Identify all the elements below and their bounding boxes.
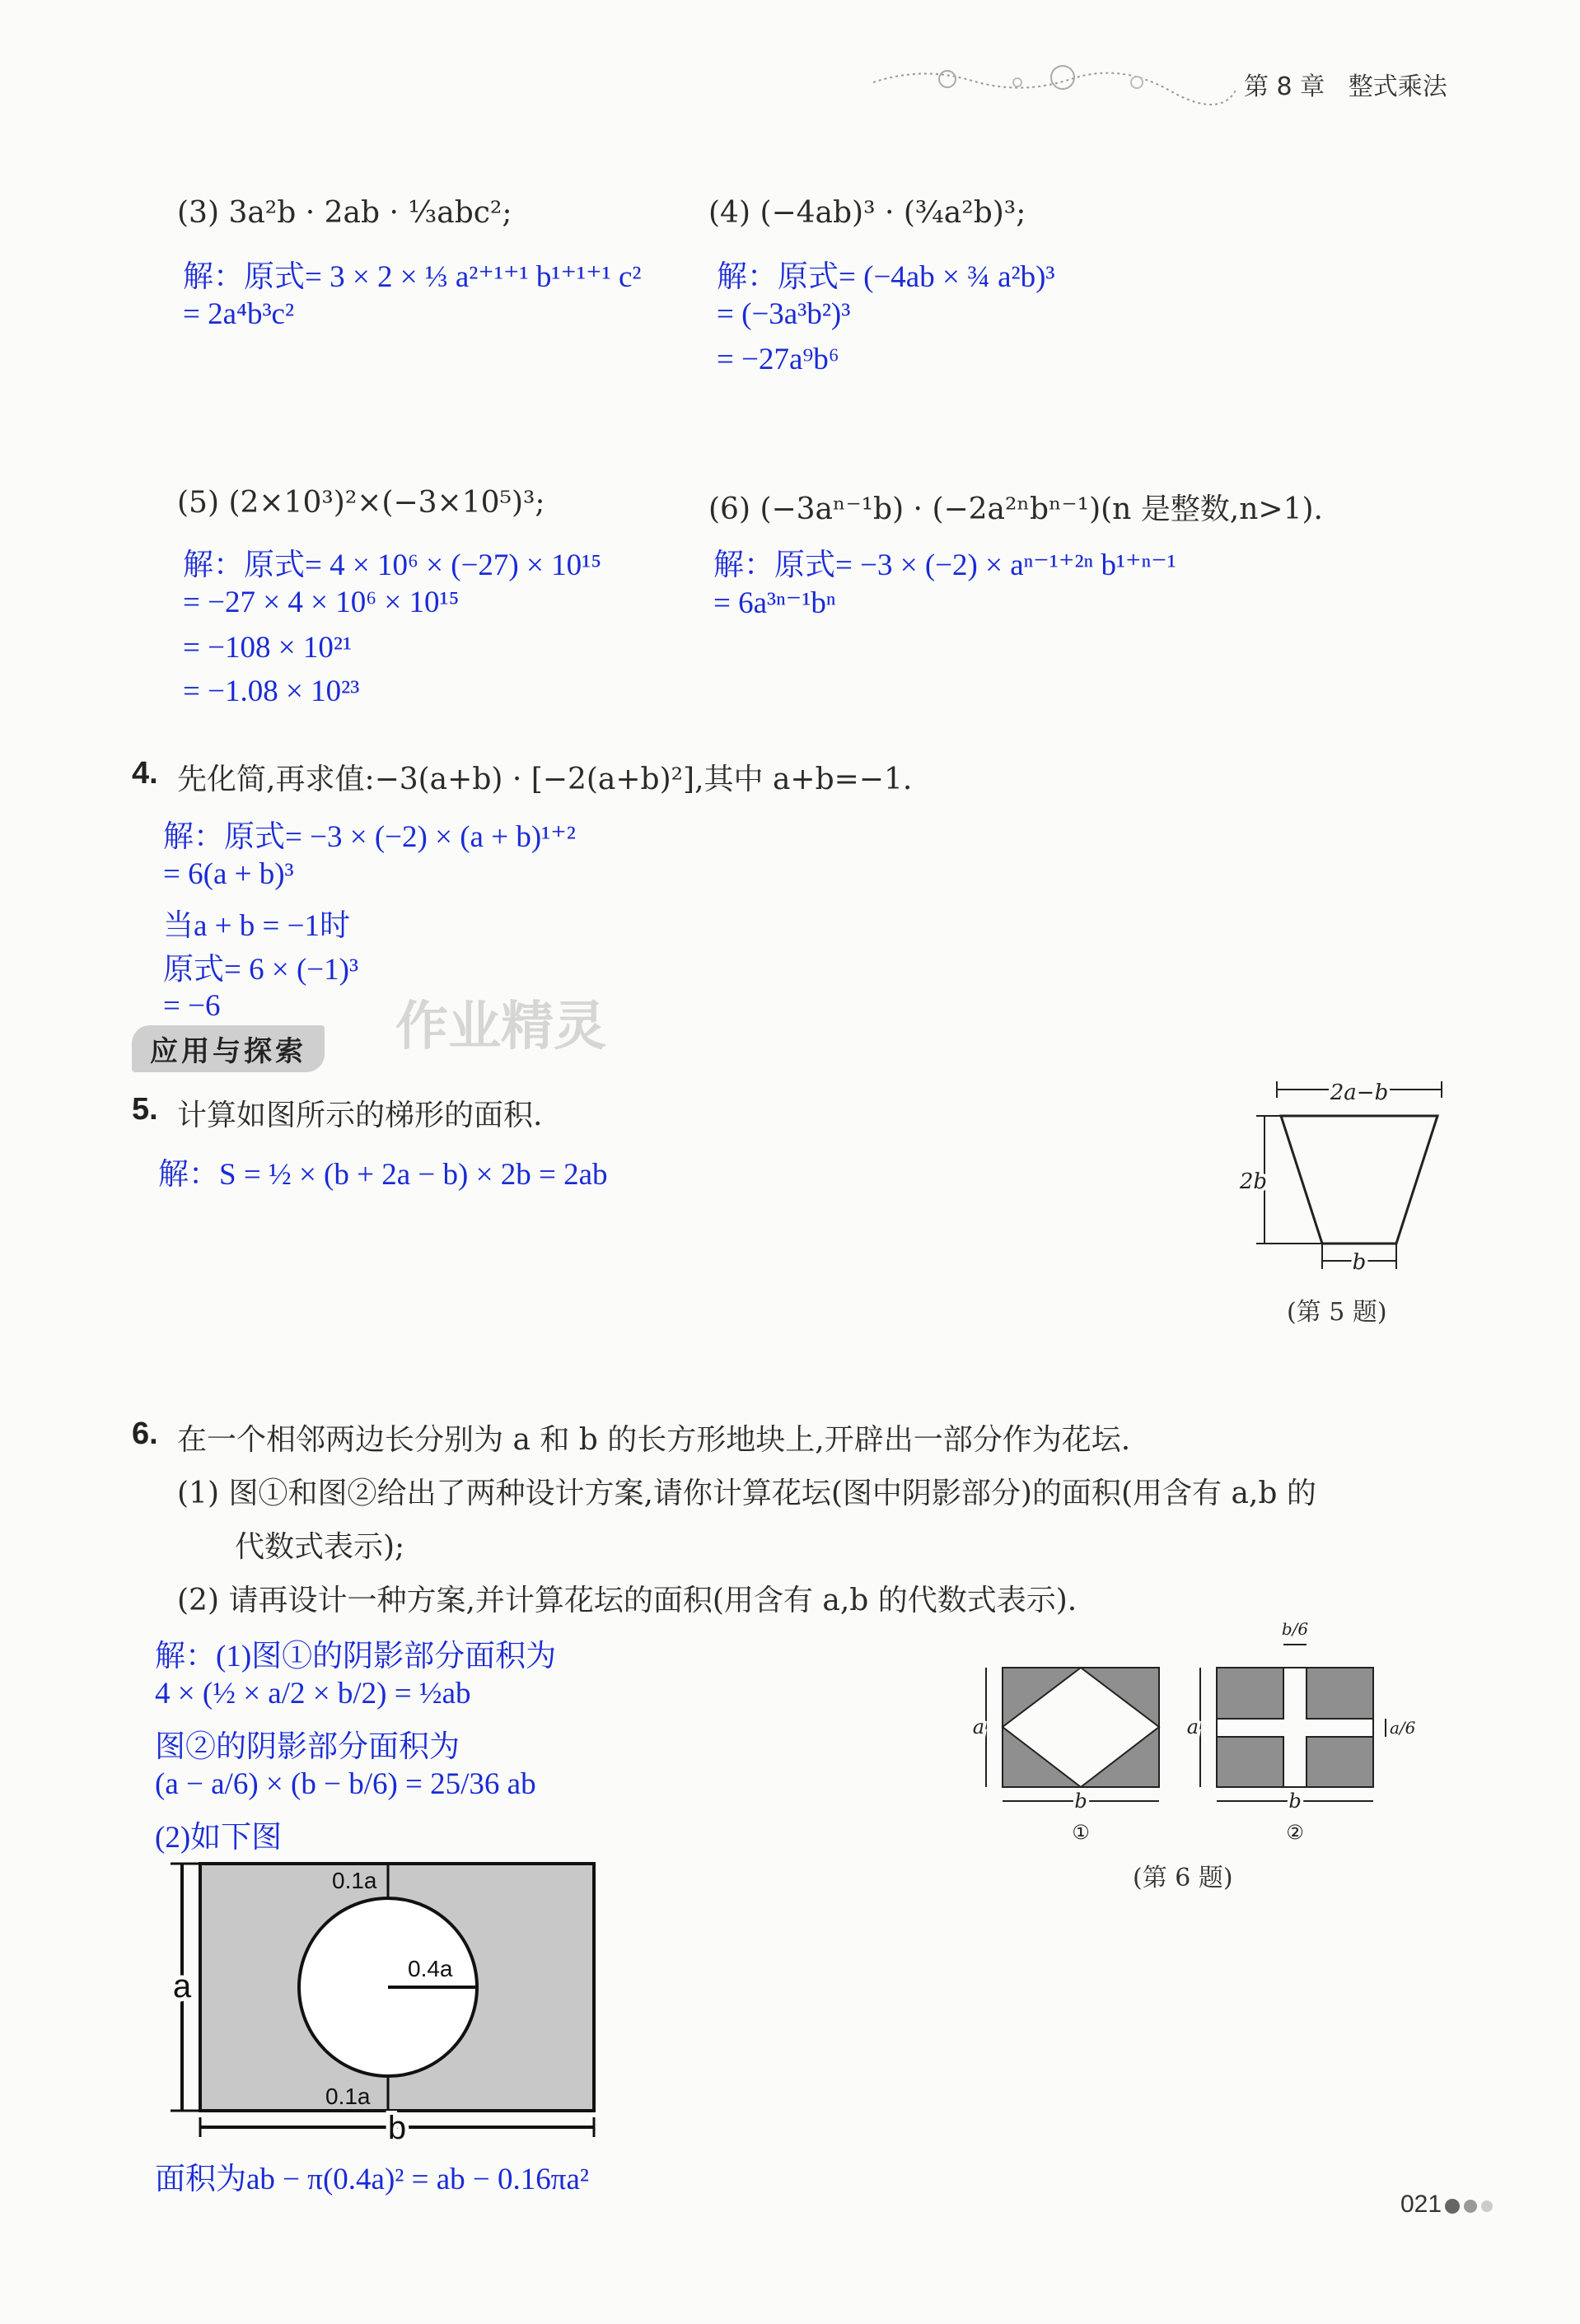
- solution-6-line4: (a − a/6) × (b − b/6) = 25/36 ab: [155, 1767, 536, 1801]
- trapezoid-figure: [1236, 1075, 1466, 1289]
- problem-6-q2: (2) 请再设计一种方案,并计算花坛的面积(用含有 a,b 的代数式表示).: [177, 1584, 1077, 1617]
- page-number: 021: [1400, 2191, 1442, 2218]
- problem-3-5: (5) (2×10³)²×(−3×10⁵)³;: [177, 486, 545, 520]
- chapter-title: 整式乘法: [1348, 72, 1447, 101]
- solution-4-line1: 解：原式= −3 × (−2) × (a + b)¹⁺²: [163, 820, 576, 854]
- chapter-number: 第 8 章: [1244, 72, 1325, 101]
- watermark: 作业精灵: [395, 996, 606, 1057]
- header-decoration: [873, 58, 1236, 107]
- chapter-header: [1244, 66, 1447, 102]
- problem-6-q1-line1: (1) 图①和图②给出了两种设计方案,请你计算花坛(图中阴影部分)的面积(用含有 a,b 的: [177, 1477, 1316, 1510]
- problem-4-text: 先化简,再求值:−3(a+b) · [−2(a+b)²],其中 a+b=−1.: [177, 763, 913, 796]
- figure-1-label: ①: [1072, 1821, 1090, 1844]
- top-gap-label: 0.1a: [332, 1868, 377, 1893]
- circle-design-drawing: [161, 1849, 605, 2141]
- trapezoid-bottom-label: b: [1352, 1250, 1367, 1275]
- solution-3-4-line1: 解：原式= (−4ab × ¾ a²b)³: [717, 260, 1055, 294]
- drawing-side-label: a: [172, 1968, 192, 2004]
- solution-5: 解：S = ½ × (b + 2a − b) × 2b = 2ab: [158, 1158, 608, 1192]
- solution-3-4-line3: = −27a⁹b⁶: [717, 343, 839, 376]
- figure-2-label: ②: [1286, 1821, 1304, 1844]
- solution-3-5-line3: = −108 × 10²¹: [183, 631, 353, 665]
- solution-3-5-line2: = −27 × 4 × 10⁶ × 10¹⁵: [183, 586, 460, 619]
- problem-3-3: (3) 3a²b · 2ab · ⅓abc²;: [177, 196, 512, 230]
- solution-6-line1: 解：(1)图①的阴影部分面积为: [155, 1640, 557, 1673]
- bottom-gap-label: 0.1a: [325, 2084, 371, 2109]
- section-banner: 应用与探索: [132, 1025, 325, 1072]
- figure-2-side-label: a: [1186, 1715, 1199, 1738]
- solution-6-final: 面积为ab − π(0.4a)² = ab − 0.16πa²: [155, 2163, 589, 2196]
- problem-5-text: 计算如图所示的梯形的面积.: [177, 1099, 543, 1132]
- solution-4-line3: 当a + b = −1时: [163, 909, 351, 943]
- figure-1-bottom-label: b: [1074, 1790, 1087, 1813]
- figure-2-bottom-label: b: [1288, 1790, 1302, 1813]
- figure-2-road-height-label: a/6: [1390, 1718, 1416, 1738]
- solution-3-3-line1: 解：原式= 3 × 2 × ⅓ a²⁺¹⁺¹ b¹⁺¹⁺¹ c²: [183, 260, 642, 294]
- radius-label: 0.4a: [408, 1956, 453, 1981]
- solution-3-4-line2: = (−3a³b²)³: [717, 297, 851, 331]
- problem-3-4: (4) (−4ab)³ · (¾a²b)³;: [708, 196, 1026, 230]
- solution-3-3-line2: = 2a⁴b³c²: [183, 297, 295, 331]
- problem-6-number: 6.: [132, 1416, 158, 1451]
- solution-4-line2: = 6(a + b)³: [163, 857, 294, 891]
- problem-6-text: 在一个相邻两边长分别为 a 和 b 的长方形地块上,开辟出一部分作为花坛.: [177, 1423, 1131, 1457]
- figure-6-caption: (第 6 题): [1133, 1864, 1233, 1892]
- solution-3-6-line1: 解：原式= −3 × (−2) × aⁿ⁻¹⁺²ⁿ b¹⁺ⁿ⁻¹: [713, 548, 1176, 582]
- problem-3-6: (6) (−3aⁿ⁻¹b) · (−2a²ⁿbⁿ⁻¹)(n 是整数,n>1).: [708, 492, 1323, 526]
- figure-2-road-width-label: b/6: [1281, 1619, 1309, 1639]
- figure-5-caption: (第 5 题): [1287, 1298, 1387, 1327]
- solution-4-line5: = −6: [163, 989, 221, 1023]
- solution-6-line3: 图②的阴影部分面积为: [155, 1730, 460, 1764]
- drawing-bottom-label: b: [387, 2110, 407, 2141]
- figure-1-side-label: a: [972, 1715, 984, 1738]
- solution-3-6-line2: = 6a³ⁿ⁻¹bⁿ: [713, 586, 836, 620]
- solution-3-5-line1: 解：原式= 4 × 10⁶ × (−27) × 10¹⁵: [183, 548, 602, 582]
- solution-6-line5: (2)如下图: [155, 1821, 283, 1855]
- solution-6-line2: 4 × (½ × a/2 × b/2) = ½ab: [155, 1677, 471, 1710]
- solution-3-5-line4: = −1.08 × 10²³: [183, 674, 360, 708]
- design-figures: [968, 1610, 1429, 1849]
- problem-6-q1-line2: 代数式表示);: [235, 1530, 405, 1564]
- problem-5-number: 5.: [132, 1092, 158, 1127]
- trapezoid-side-label: 2b: [1239, 1169, 1267, 1194]
- trapezoid-top-label: 2a−b: [1330, 1080, 1389, 1105]
- page-dots: [1443, 2196, 1509, 2217]
- solution-4-line4: 原式= 6 × (−1)³: [163, 953, 359, 987]
- problem-4-number: 4.: [132, 756, 158, 791]
